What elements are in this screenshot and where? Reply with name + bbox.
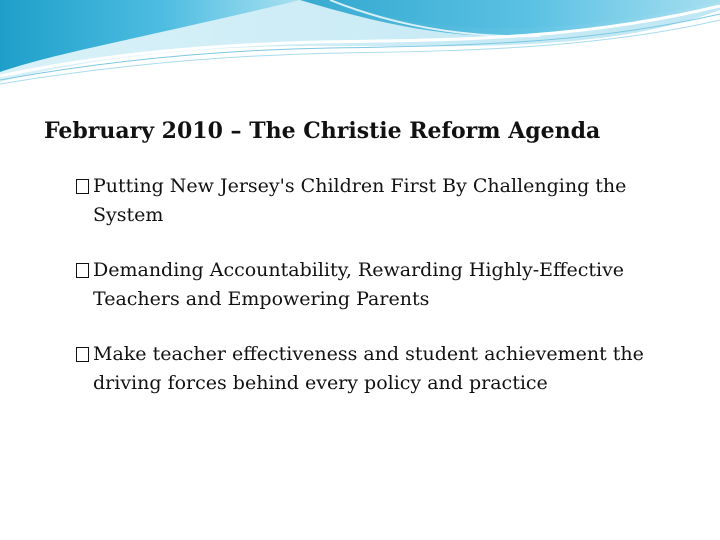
- slide-title: February 2010 – The Christie Reform Agenda: [44, 118, 601, 144]
- bullet-list: [76, 172, 686, 424]
- missing-glyph-box-icon: [76, 347, 89, 362]
- bullet-item: [76, 172, 686, 230]
- missing-glyph-box-icon: [76, 179, 89, 194]
- wave-header-decoration: [0, 0, 720, 90]
- bullet-text: Demanding Accountability, Rewarding Highly-Effective Teachers and Empowering Parents: [93, 259, 625, 310]
- bullet-text: Make teacher effectiveness and student achievement the driving forces behind every policy and practice: [93, 343, 644, 394]
- missing-glyph-box-icon: [76, 263, 89, 278]
- bullet-text: Putting New Jersey's Children First By Challenging the System: [93, 175, 627, 226]
- bullet-item: [76, 256, 686, 314]
- bullet-item: [76, 340, 686, 398]
